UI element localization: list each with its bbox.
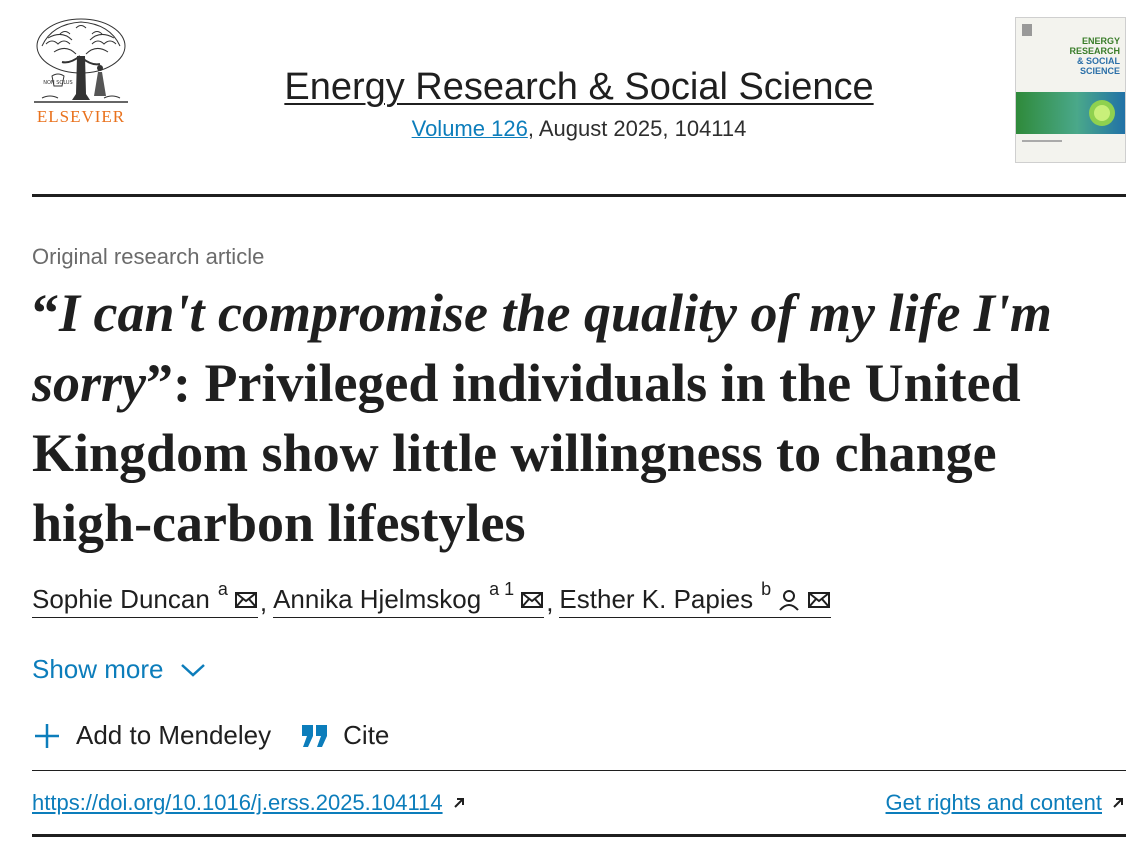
svg-text:ELSEVIER: ELSEVIER: [36, 107, 126, 126]
email-icon: [520, 590, 544, 610]
show-more-label: Show more: [32, 654, 164, 684]
add-to-mendeley-label: Add to Mendeley: [76, 720, 272, 750]
svg-text:RESEARCH: RESEARCH: [1069, 46, 1120, 56]
show-more-button[interactable]: [32, 654, 206, 685]
title-rest: : Privileged individuals in the United Kingdom show little willingness to change high-carbon lifestyles: [32, 353, 1021, 553]
issue-line: [32, 114, 1126, 144]
plus-icon: [32, 721, 62, 751]
rights-text: Get rights and content: [885, 790, 1102, 815]
footer-divider: [32, 834, 1126, 837]
author-separator: ,: [546, 587, 554, 617]
header-divider: [32, 194, 1126, 197]
cite-button[interactable]: [301, 720, 389, 751]
author-link[interactable]: [32, 579, 258, 618]
actions-divider: [32, 770, 1126, 771]
article-actions: [32, 720, 389, 751]
title-quote-open: “: [32, 283, 59, 343]
get-rights-link[interactable]: [886, 790, 1126, 816]
title-italic-quote: I can't compromise the quality of my life I'm sorry: [32, 283, 1052, 413]
journal-title-link[interactable]: Energy Research & Social Science: [284, 66, 874, 108]
svg-text:& SOCIAL: & SOCIAL: [1076, 56, 1120, 66]
article-title: [32, 278, 1112, 558]
svg-text:SCIENCE: SCIENCE: [1079, 66, 1120, 76]
doi-text: https://doi.org/10.1016/j.erss.2025.104114: [32, 790, 443, 815]
add-to-mendeley-button[interactable]: [32, 720, 271, 751]
cite-label: Cite: [343, 720, 390, 750]
author-name: Sophie Duncan: [32, 584, 210, 614]
author-affiliation: a: [217, 579, 228, 599]
article-type: Original research article: [32, 244, 265, 269]
author-affiliation: a 1: [489, 579, 515, 599]
author-list: [32, 579, 831, 618]
journal-info: [32, 64, 1126, 144]
author-link[interactable]: [273, 579, 544, 618]
issue-details: , August 2025, 104114: [527, 116, 747, 141]
person-icon: [777, 588, 801, 612]
cover-art: [1016, 18, 1126, 163]
external-link-icon: [1110, 795, 1126, 811]
svg-text:NON SOLUS: NON SOLUS: [43, 80, 73, 86]
email-icon: [234, 590, 258, 610]
title-quote-close: ”: [146, 353, 174, 413]
external-link-icon: [451, 795, 467, 811]
author-name: Annika Hjelmskog: [273, 584, 482, 614]
chevron-down-icon: [180, 662, 206, 678]
svg-text:ENERGY: ENERGY: [1081, 36, 1120, 46]
author-link[interactable]: [559, 579, 831, 618]
journal-cover-image[interactable]: [1015, 17, 1126, 163]
journal-header: [32, 16, 1126, 166]
author-name: Esther K. Papies: [559, 584, 754, 614]
email-icon: [807, 590, 831, 610]
author-separator: ,: [259, 587, 268, 617]
quote-icon: [301, 723, 329, 749]
author-affiliation: b: [761, 579, 772, 599]
volume-link[interactable]: Volume 126: [411, 116, 528, 141]
doi-link[interactable]: [32, 790, 467, 816]
